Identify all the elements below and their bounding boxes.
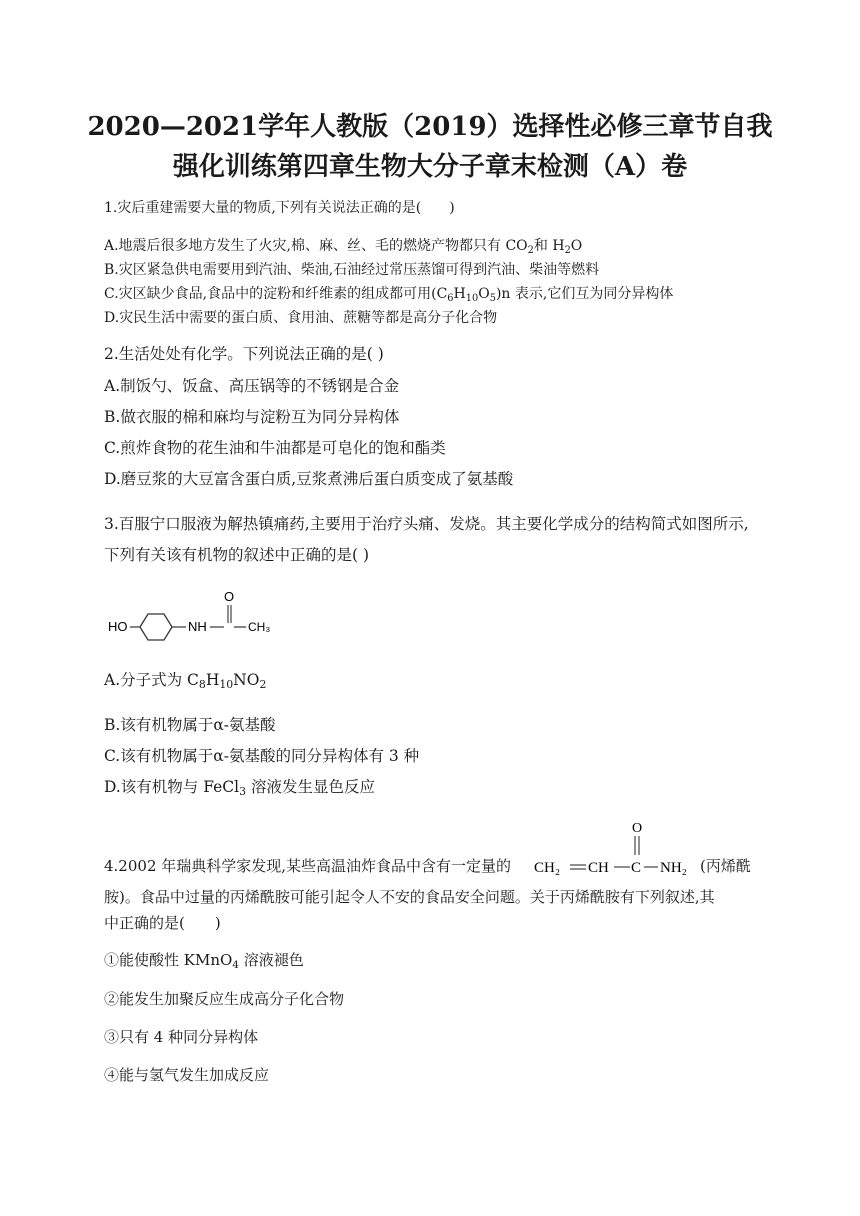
q4-struct-ch2: CH₂ bbox=[534, 860, 561, 876]
q2-option-a: A.制饭勺、饭盒、高压锅等的不锈钢是合金 bbox=[104, 377, 400, 395]
title-line-2: 强化训练第四章生物大分子章末检测（A）卷 bbox=[172, 152, 688, 182]
q4-item-2: ②能发生加聚反应生成高分子化合物 bbox=[104, 990, 345, 1008]
q3-option-c: C.该有机物属于α-氨基酸的同分异构体有 3 种 bbox=[104, 747, 420, 765]
q2-option-c: C.煎炸食物的花生油和牛油都是可皂化的饱和酯类 bbox=[104, 439, 446, 457]
q3-structure-diagram bbox=[100, 585, 290, 645]
q3-option-d: D.该有机物与 FeCl$_3$ 溶液发生显色反应 bbox=[104, 778, 375, 798]
q3-struct-nh: NH bbox=[188, 619, 207, 634]
q1-option-b: B.灾区紧急供电需要用到汽油、柴油,石油经过常压蒸馏可得到汽油、柴油等燃料 bbox=[104, 262, 600, 278]
q4-stem-line-2: 胺)。食品中过量的丙烯酰胺可能引起令人不安的食品安全问题。关于丙烯酰胺有下列叙述,其 bbox=[104, 888, 715, 906]
q3-struct-ch3: CH₃ bbox=[248, 620, 271, 634]
q4-stem-line-3: 中正确的是( ) bbox=[104, 914, 221, 932]
q4-item-3: ③只有 4 种同分异构体 bbox=[104, 1028, 259, 1046]
q2-stem: 2.生活处处有化学。下列说法正确的是( ) bbox=[104, 345, 384, 363]
q1-option-a: A.地震后很多地方发生了火灾,棉、麻、丝、毛的燃烧产物都只有 $CO_2$和 $H_2O$ bbox=[104, 238, 583, 256]
svg-text:C: C bbox=[631, 860, 642, 876]
q3-stem-line-1: 3.百服宁口服液为解热镇痛药,主要用于治疗头痛、发烧。其主要化学成分的结构简式如图所示, bbox=[104, 515, 749, 533]
q2-option-d: D.磨豆浆的大豆富含蛋白质,豆浆煮沸后蛋白质变成了氨基酸 bbox=[104, 470, 514, 488]
q4-stem-line-1-post: (丙烯酰 bbox=[700, 857, 751, 875]
q1-option-d: D.灾民生活中需要的蛋白质、食用油、蔗糖等都是高分子化合物 bbox=[104, 310, 498, 326]
q4-struct-nh2: NH₂ bbox=[660, 860, 687, 876]
q4-acrylamide-structure bbox=[532, 820, 702, 880]
title-line-1: 2020—2021学年人教版（2019）选择性必修三章节自我 bbox=[87, 112, 773, 142]
q1-stem: 1.灾后重建需要大量的物质,下列有关说法正确的是( ) bbox=[104, 200, 455, 216]
q2-option-b: B.做衣服的棉和麻均与淀粉互为同分异构体 bbox=[104, 408, 400, 426]
q1-option-c: C.灾区缺少食品,食品中的淀粉和纤维素的组成都可用$(C_6H_{10}O_5)n$ 表示,它们互为同分异构体 bbox=[104, 286, 674, 304]
q4-item-4: ④能与氢气发生加成反应 bbox=[104, 1066, 270, 1084]
q4-item-1: ①能使酸性 KMnO$_4$ 溶液褪色 bbox=[104, 951, 304, 971]
q4-struct-o: O bbox=[632, 821, 643, 836]
q3-stem-line-2: 下列有关该有机物的叙述中正确的是( ) bbox=[104, 546, 370, 564]
q4-struct-ch: CH bbox=[588, 860, 609, 876]
q3-option-b: B.该有机物属于α-氨基酸 bbox=[104, 716, 276, 734]
q3-option-a: A.分子式为 $C_8H_{10}NO_2$ bbox=[104, 671, 267, 691]
q3-struct-ho: HO bbox=[108, 619, 128, 634]
q4-stem-line-1-pre: 4.2002 年瑞典科学家发现,某些高温油炸食品中含有一定量的 bbox=[104, 857, 512, 875]
benzene-ring bbox=[140, 614, 172, 640]
q3-struct-o: O bbox=[224, 589, 235, 604]
